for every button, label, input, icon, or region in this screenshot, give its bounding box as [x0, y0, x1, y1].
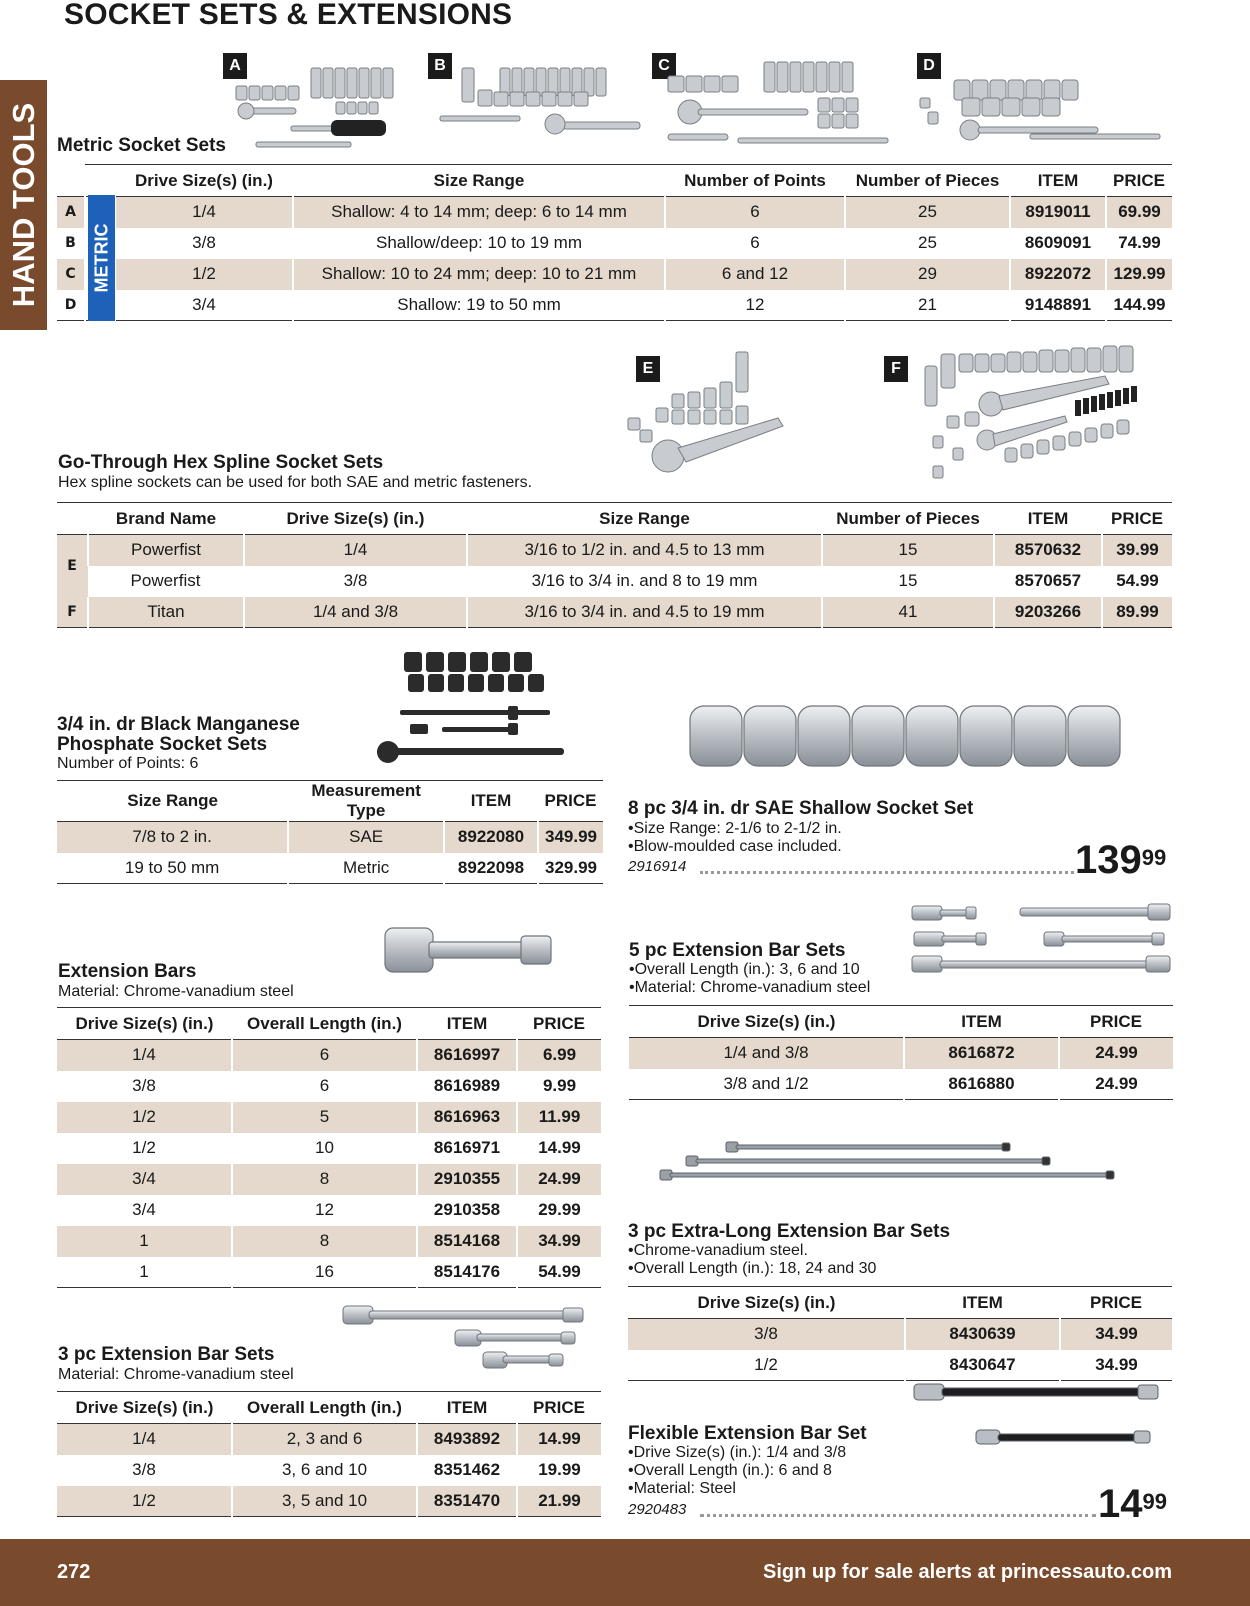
- col-price: PRICE: [1102, 503, 1172, 535]
- price-cell: 19.99: [517, 1455, 601, 1486]
- table-row: [57, 1257, 601, 1288]
- price-cell: 54.99: [517, 1257, 601, 1288]
- table-row: [57, 290, 1172, 321]
- item-cell: 8430647: [905, 1350, 1060, 1381]
- item-cell: 8616997: [417, 1040, 517, 1071]
- drive-cell: 3/4: [132, 1200, 156, 1219]
- table-row: [629, 1038, 1173, 1069]
- pieces-cell: 25: [845, 197, 1010, 228]
- hex-spline-subtitle: Hex spline sockets can be used for both SAE and metric fasteners.: [58, 474, 533, 491]
- table-row: [57, 1164, 601, 1195]
- extra-long-title: 3 pc Extra-Long Extension Bar Sets: [628, 1221, 951, 1242]
- table-row: [57, 1455, 601, 1486]
- brand-cell: Powerfist: [88, 535, 244, 566]
- item-cell: 9203266: [994, 597, 1102, 628]
- col-price: PRICE: [1106, 165, 1172, 197]
- col-drive: Drive Size(s) (in.): [115, 165, 293, 197]
- range-cell: 3/16 to 3/4 in. and 8 to 19 mm: [467, 566, 822, 597]
- table-row: [57, 597, 1172, 628]
- price-cell: 14.99: [517, 1424, 601, 1455]
- table-row: [628, 1350, 1172, 1381]
- image-label-e: E: [636, 356, 660, 382]
- item-cell: 8616963: [417, 1102, 517, 1133]
- item-cell: 8919011: [1010, 197, 1106, 228]
- socket-set-c-image: [668, 60, 893, 152]
- col-length: Overall Length (in.): [232, 1008, 417, 1040]
- row-key: D: [57, 290, 85, 321]
- pieces-cell: 15: [822, 535, 994, 566]
- extension-bar-image: [385, 928, 565, 972]
- length-cell: 8: [232, 1164, 417, 1195]
- col-item: ITEM: [994, 503, 1102, 535]
- page-title: SOCKET SETS & EXTENSIONS: [64, 0, 513, 31]
- flexible-price: [1098, 1484, 1167, 1524]
- table-row: [57, 1424, 601, 1455]
- extension-bars-title: Extension Bars: [58, 961, 197, 982]
- drive-cell: 1/2: [132, 1138, 156, 1157]
- length-cell: 3, 5 and 10: [232, 1486, 417, 1517]
- price-cell: 24.99: [1059, 1038, 1173, 1069]
- length-cell: 2, 3 and 6: [232, 1424, 417, 1455]
- points-cell: 6 and 12: [665, 259, 845, 290]
- table-header-row: [57, 781, 603, 822]
- col-drive: Drive Size(s) (in.): [629, 1006, 904, 1038]
- price-cell: 144.99: [1106, 290, 1172, 321]
- col-size-range: Size Range: [467, 503, 822, 535]
- col-item: ITEM: [904, 1006, 1059, 1038]
- drive-cell: 1/4: [57, 1040, 232, 1071]
- sae-set-title: 8 pc 3/4 in. dr SAE Shallow Socket Set: [628, 798, 974, 819]
- drive-cell: 3/4: [57, 1164, 232, 1195]
- table-row: [57, 1195, 601, 1226]
- col-measurement: Measurement Type: [288, 781, 444, 822]
- extra-long-bullet: •Overall Length (in.): 18, 24 and 30: [628, 1260, 877, 1277]
- extra-long-table: [628, 1286, 1172, 1381]
- col-item: ITEM: [1010, 165, 1106, 197]
- table-row: [57, 853, 603, 884]
- item-cell: 8616971: [417, 1133, 517, 1164]
- drive-cell: 3/8: [132, 1076, 156, 1095]
- col-drive: Drive Size(s) (in.): [57, 1008, 232, 1040]
- drive-cell: 3/8: [628, 1319, 905, 1350]
- item-cell: 8609091: [1010, 228, 1106, 259]
- sae-set-bullet: •Blow-moulded case included.: [628, 838, 842, 855]
- row-key: C: [57, 259, 85, 290]
- drive-cell: 3/8: [244, 566, 467, 597]
- flexible-title: Flexible Extension Bar Set: [628, 1423, 867, 1444]
- table-row: [57, 1226, 601, 1257]
- three-pc-title: 3 pc Extension Bar Sets: [58, 1344, 275, 1365]
- table-header-row: [57, 503, 1172, 535]
- manganese-title-1: 3/4 in. dr Black Manganese: [57, 714, 300, 735]
- drive-cell: 1/2: [628, 1350, 905, 1381]
- five-pc-title: 5 pc Extension Bar Sets: [629, 940, 846, 961]
- table-row: [57, 228, 1172, 259]
- image-label-f: F: [884, 356, 908, 382]
- price-dollars: 139: [1075, 838, 1142, 882]
- brand-cell: Powerfist: [130, 571, 201, 590]
- drive-cell: 3/8 and 1/2: [629, 1069, 904, 1100]
- manganese-table: [57, 780, 603, 884]
- three-pc-extension-image: [343, 1306, 598, 1376]
- price-dollars: 14: [1098, 1482, 1143, 1526]
- drive-cell: 1/2: [115, 259, 293, 290]
- drive-cell: 3/8: [132, 1460, 156, 1479]
- extra-long-bullet: •Chrome-vanadium steel.: [628, 1242, 808, 1259]
- table-row: [57, 1040, 601, 1071]
- table-header-row: [57, 1008, 601, 1040]
- price-cents: 99: [1141, 845, 1167, 870]
- drive-cell: 1/4 and 3/8: [244, 597, 467, 628]
- drive-cell: 1/4: [57, 1424, 232, 1455]
- metric-badge: [88, 195, 115, 321]
- price-cents: 99: [1142, 1489, 1167, 1514]
- metric-sets-title: Metric Socket Sets: [57, 135, 226, 156]
- drive-cell: 3/8: [115, 228, 293, 259]
- drive-cell: 1/4 and 3/8: [629, 1038, 904, 1069]
- five-pc-bullet: •Material: Chrome-vanadium steel: [629, 979, 871, 996]
- table-row: [628, 1319, 1172, 1350]
- price-cell: 11.99: [517, 1102, 601, 1133]
- range-cell: Shallow: 19 to 50 mm: [293, 290, 665, 321]
- table-row: [57, 1486, 601, 1517]
- pieces-cell: 21: [845, 290, 1010, 321]
- price-cell: 21.99: [517, 1486, 601, 1517]
- table-row: [57, 822, 603, 853]
- image-label-a: A: [223, 53, 247, 79]
- row-key: F: [57, 597, 88, 628]
- item-cell: 8493892: [417, 1424, 517, 1455]
- drive-cell: 1: [57, 1226, 232, 1257]
- table-row: [57, 1102, 601, 1133]
- item-cell: 8616880: [904, 1069, 1059, 1100]
- item-cell: 2910355: [417, 1164, 517, 1195]
- price-cell: 34.99: [1060, 1319, 1172, 1350]
- price-cell: 14.99: [517, 1133, 601, 1164]
- item-cell: 8351470: [417, 1486, 517, 1517]
- table-row: [57, 566, 1172, 597]
- sale-alerts-link[interactable]: Sign up for sale alerts at princessauto.com: [762, 1561, 1172, 1583]
- col-price: PRICE: [1060, 1287, 1172, 1319]
- flexible-bullet: •Overall Length (in.): 6 and 8: [628, 1462, 832, 1479]
- price-cell: 74.99: [1106, 228, 1172, 259]
- length-cell: 6: [232, 1071, 417, 1102]
- points-cell: 12: [665, 290, 845, 321]
- flexible-bullet: •Drive Size(s) (in.): 1/4 and 3/8: [628, 1444, 847, 1461]
- sae-set-bullet: •Size Range: 2-1/6 to 2-1/2 in.: [628, 820, 842, 837]
- pieces-cell: 25: [845, 228, 1010, 259]
- item-cell: 9148891: [1010, 290, 1106, 321]
- item-cell: 8570657: [994, 566, 1102, 597]
- col-item: ITEM: [417, 1008, 517, 1040]
- price-cell: 6.99: [517, 1040, 601, 1071]
- length-cell: 3, 6 and 10: [232, 1455, 417, 1486]
- length-cell: 6: [232, 1040, 417, 1071]
- price-cell: 129.99: [1106, 259, 1172, 290]
- price-cell: 349.99: [538, 822, 603, 853]
- manganese-title-2: Phosphate Socket Sets: [57, 734, 268, 755]
- manganese-socket-set-image: [372, 652, 577, 764]
- range-cell: 7/8 to 2 in.: [57, 822, 288, 853]
- item-cell: 8922080: [444, 822, 538, 853]
- table-header-row: [57, 165, 1172, 197]
- col-item: ITEM: [905, 1287, 1060, 1319]
- length-cell: 8: [232, 1226, 417, 1257]
- item-cell: 8570632: [994, 535, 1102, 566]
- range-cell: Shallow/deep: 10 to 19 mm: [293, 228, 665, 259]
- price-cell: 29.99: [517, 1195, 601, 1226]
- sae-set-price: [1075, 840, 1166, 880]
- table-row: [57, 535, 1172, 566]
- drive-cell: 1/4: [244, 535, 467, 566]
- price-cell: 39.99: [1102, 535, 1172, 566]
- col-price: PRICE: [517, 1008, 601, 1040]
- col-size-range: Size Range: [293, 165, 665, 197]
- flexible-bullet: •Material: Steel: [628, 1480, 736, 1497]
- five-pc-table: [629, 1005, 1173, 1100]
- sae-socket-set-image: [690, 700, 1135, 772]
- price-cell: 24.99: [517, 1164, 601, 1195]
- item-cell: 8922098: [444, 853, 538, 884]
- table-row: [57, 1133, 601, 1164]
- flexible-item-number: 2920483: [628, 1501, 687, 1518]
- table-row: [57, 259, 1172, 290]
- table-row: [629, 1069, 1173, 1100]
- flexible-extension-image: [914, 1380, 1170, 1456]
- item-cell: 2910358: [417, 1195, 517, 1226]
- price-cell: 69.99: [1106, 197, 1172, 228]
- item-cell: 8430639: [905, 1319, 1060, 1350]
- extension-bars-subtitle: Material: Chrome-vanadium steel: [58, 983, 294, 1000]
- pieces-cell: 41: [822, 597, 994, 628]
- col-drive: Drive Size(s) (in.): [628, 1287, 905, 1319]
- hex-spline-set-f-image: [925, 344, 1157, 486]
- type-cell: SAE: [288, 822, 444, 853]
- range-cell: 19 to 50 mm: [57, 853, 288, 884]
- table-header-row: [628, 1287, 1172, 1319]
- item-cell: 8514176: [417, 1257, 517, 1288]
- col-price: PRICE: [517, 1392, 601, 1424]
- table-header-row: [629, 1006, 1173, 1038]
- item-cell: 8922072: [1010, 259, 1106, 290]
- image-label-d: D: [917, 53, 941, 79]
- three-pc-subtitle: Material: Chrome-vanadium steel: [58, 1366, 294, 1383]
- row-key: E: [57, 535, 88, 597]
- col-brand: Brand Name: [88, 503, 244, 535]
- points-cell: 6: [665, 197, 845, 228]
- hex-spline-table: [57, 502, 1172, 628]
- manganese-subtitle: Number of Points: 6: [57, 755, 199, 772]
- side-tab: [0, 80, 47, 330]
- drive-cell: 1/2: [57, 1102, 232, 1133]
- hex-spline-set-e-image: [628, 352, 788, 477]
- col-length: Overall Length (in.): [232, 1392, 417, 1424]
- item-cell: 8351462: [417, 1455, 517, 1486]
- item-cell: 8616872: [904, 1038, 1059, 1069]
- type-cell: Metric: [288, 853, 444, 884]
- hex-spline-title: Go-Through Hex Spline Socket Sets: [58, 452, 384, 473]
- range-cell: Shallow: 4 to 14 mm; deep: 6 to 14 mm: [293, 197, 665, 228]
- pieces-cell: 29: [845, 259, 1010, 290]
- pieces-cell: 15: [822, 566, 994, 597]
- extra-long-extension-image: [658, 1138, 1158, 1186]
- metric-sets-table: [57, 164, 1172, 321]
- col-drive: Drive Size(s) (in.): [57, 1392, 232, 1424]
- col-item: ITEM: [444, 781, 538, 822]
- three-pc-table: [57, 1391, 601, 1517]
- metric-label: METRIC: [91, 223, 111, 293]
- page-number: 272: [57, 1561, 91, 1583]
- price-cell: 24.99: [1059, 1069, 1173, 1100]
- price-cell: 89.99: [1102, 597, 1172, 628]
- points-cell: 6: [665, 228, 845, 259]
- leader-dots: [700, 871, 1074, 874]
- length-cell: 16: [232, 1257, 417, 1288]
- price-cell: 34.99: [1060, 1350, 1172, 1381]
- brand-cell: Titan: [88, 597, 244, 628]
- socket-set-b-image: [440, 64, 645, 140]
- range-cell: 3/16 to 1/2 in. and 4.5 to 13 mm: [467, 535, 822, 566]
- col-item: ITEM: [417, 1392, 517, 1424]
- drive-cell: 1/4: [115, 197, 293, 228]
- extension-bars-table: [57, 1007, 601, 1288]
- side-tab-label: HAND TOOLS: [5, 102, 41, 308]
- image-label-c: C: [652, 53, 676, 79]
- price-cell: 329.99: [538, 853, 603, 884]
- range-cell: 3/16 to 3/4 in. and 4.5 to 19 mm: [467, 597, 822, 628]
- col-pieces: Number of Pieces: [845, 165, 1010, 197]
- col-price: PRICE: [538, 781, 603, 822]
- item-cell: 8616989: [417, 1071, 517, 1102]
- leader-dots: [700, 1514, 1096, 1517]
- col-drive: Drive Size(s) (in.): [244, 503, 467, 535]
- drive-cell: 1: [57, 1257, 232, 1288]
- col-points: Number of Points: [665, 165, 845, 197]
- table-row: [57, 197, 1172, 228]
- socket-set-d-image: [920, 76, 1165, 142]
- image-label-b: B: [428, 53, 452, 79]
- socket-set-a-image: [236, 64, 406, 154]
- five-pc-extension-image: [912, 904, 1177, 984]
- length-cell: 12: [232, 1195, 417, 1226]
- col-price: PRICE: [1059, 1006, 1173, 1038]
- col-pieces: Number of Pieces: [822, 503, 994, 535]
- length-cell: 10: [232, 1133, 417, 1164]
- price-cell: 34.99: [517, 1226, 601, 1257]
- table-header-row: [57, 1392, 601, 1424]
- length-cell: 5: [232, 1102, 417, 1133]
- drive-cell: 1/2: [57, 1486, 232, 1517]
- price-cell: 54.99: [1102, 566, 1172, 597]
- five-pc-bullet: •Overall Length (in.): 3, 6 and 10: [629, 961, 860, 978]
- row-key: B: [57, 228, 85, 259]
- row-key: A: [57, 197, 85, 228]
- sae-set-item-number: 2916914: [628, 858, 687, 875]
- footer: [0, 1539, 1250, 1606]
- range-cell: Shallow: 10 to 24 mm; deep: 10 to 21 mm: [293, 259, 665, 290]
- col-size-range: Size Range: [57, 781, 288, 822]
- drive-cell: 3/4: [115, 290, 293, 321]
- price-cell: 9.99: [517, 1071, 601, 1102]
- table-row: [57, 1071, 601, 1102]
- item-cell: 8514168: [417, 1226, 517, 1257]
